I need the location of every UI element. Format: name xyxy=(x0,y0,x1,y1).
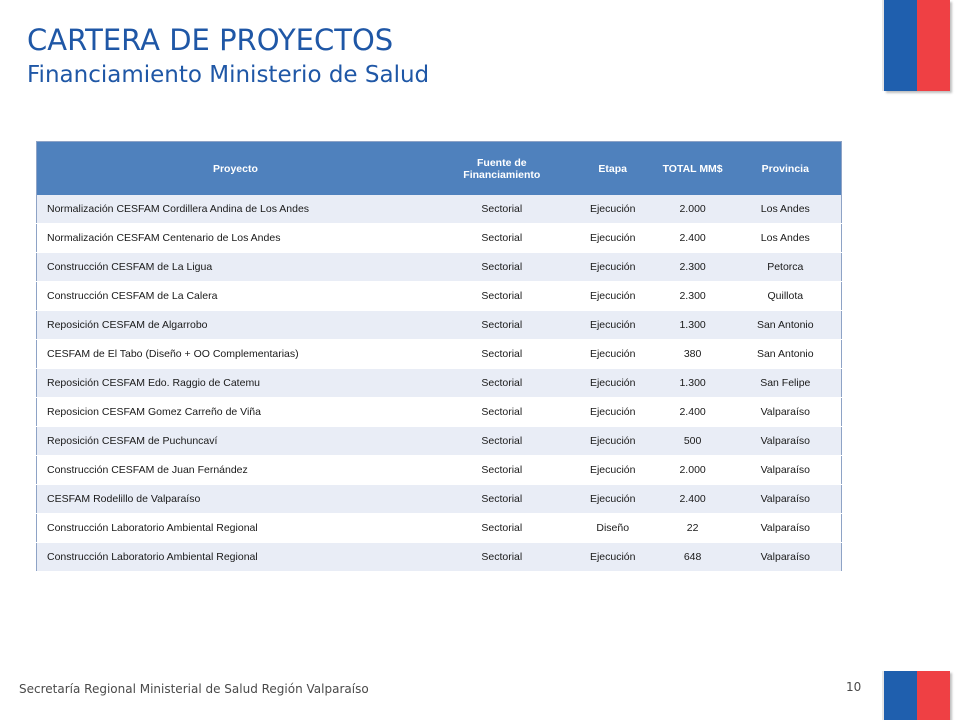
cell-proyecto: Construcción Laboratorio Ambiental Regional xyxy=(37,543,434,572)
table-row xyxy=(37,427,842,456)
cell-total: 2.000 xyxy=(656,195,730,224)
cell-total: 648 xyxy=(656,543,730,572)
table-row xyxy=(37,514,842,543)
cell-proyecto: Reposición CESFAM Edo. Raggio de Catemu xyxy=(37,369,434,398)
cell-provincia: San Antonio xyxy=(730,311,842,340)
cell-proyecto: Construcción CESFAM de Juan Fernández xyxy=(37,456,434,485)
column-header-provincia: Provincia xyxy=(730,142,842,196)
cell-total: 2.400 xyxy=(656,485,730,514)
cell-etapa: Ejecución xyxy=(570,369,656,398)
cell-provincia: Petorca xyxy=(730,253,842,282)
cell-fuente: Sectorial xyxy=(434,514,570,543)
table-row xyxy=(37,485,842,514)
cell-proyecto: CESFAM Rodelillo de Valparaíso xyxy=(37,485,434,514)
cell-fuente: Sectorial xyxy=(434,224,570,253)
cell-etapa: Ejecución xyxy=(570,456,656,485)
cell-etapa: Ejecución xyxy=(570,224,656,253)
cell-provincia: Los Andes xyxy=(730,195,842,224)
table-row xyxy=(37,253,842,282)
cell-fuente: Sectorial xyxy=(434,340,570,369)
cell-provincia: Valparaíso xyxy=(730,427,842,456)
table-row xyxy=(37,282,842,311)
cell-etapa: Ejecución xyxy=(570,398,656,427)
cell-proyecto: Reposición CESFAM de Algarrobo xyxy=(37,311,434,340)
cell-total: 2.400 xyxy=(656,398,730,427)
table-row xyxy=(37,340,842,369)
cell-provincia: Quillota xyxy=(730,282,842,311)
cell-etapa: Ejecución xyxy=(570,543,656,572)
cell-etapa: Ejecución xyxy=(570,253,656,282)
flag-blue-stripe xyxy=(884,0,917,91)
cell-total: 1.300 xyxy=(656,369,730,398)
table-body xyxy=(37,195,842,572)
cell-etapa: Ejecución xyxy=(570,195,656,224)
cell-total: 2.300 xyxy=(656,253,730,282)
cell-etapa: Ejecución xyxy=(570,311,656,340)
cell-provincia: San Antonio xyxy=(730,340,842,369)
column-header-etapa: Etapa xyxy=(570,142,656,196)
column-header-proyecto: Proyecto xyxy=(37,142,434,196)
cell-fuente: Sectorial xyxy=(434,398,570,427)
cell-provincia: Valparaíso xyxy=(730,543,842,572)
cell-proyecto: Normalización CESFAM Centenario de Los Andes xyxy=(37,224,434,253)
cell-etapa: Ejecución xyxy=(570,485,656,514)
cell-proyecto: Normalización CESFAM Cordillera Andina de Los Andes xyxy=(37,195,434,224)
table-row xyxy=(37,398,842,427)
cell-total: 2.400 xyxy=(656,224,730,253)
footer-text: Secretaría Regional Ministerial de Salud Región Valparaíso xyxy=(19,682,369,696)
cell-total: 380 xyxy=(656,340,730,369)
flag-logo-bottom xyxy=(884,671,950,720)
cell-proyecto: Construcción Laboratorio Ambiental Regional xyxy=(37,514,434,543)
page-number: 10 xyxy=(846,680,862,694)
cell-etapa: Diseño xyxy=(570,514,656,543)
table-row xyxy=(37,456,842,485)
cell-provincia: Valparaíso xyxy=(730,398,842,427)
table-row xyxy=(37,311,842,340)
cell-provincia: Valparaíso xyxy=(730,514,842,543)
cell-fuente: Sectorial xyxy=(434,195,570,224)
cell-provincia: Los Andes xyxy=(730,224,842,253)
cell-total: 500 xyxy=(656,427,730,456)
cell-proyecto: Construcción CESFAM de La Calera xyxy=(37,282,434,311)
cell-proyecto: Reposición CESFAM de Puchuncaví xyxy=(37,427,434,456)
cell-proyecto: Construcción CESFAM de La Ligua xyxy=(37,253,434,282)
cell-total: 2.300 xyxy=(656,282,730,311)
flag-red-stripe xyxy=(917,671,950,720)
cell-proyecto: Reposicion CESFAM Gomez Carreño de Viña xyxy=(37,398,434,427)
cell-provincia: San Felipe xyxy=(730,369,842,398)
table-row xyxy=(37,543,842,572)
table-row xyxy=(37,369,842,398)
cell-fuente: Sectorial xyxy=(434,456,570,485)
cell-fuente: Sectorial xyxy=(434,311,570,340)
cell-total: 22 xyxy=(656,514,730,543)
cell-proyecto: CESFAM de El Tabo (Diseño + OO Complementarias) xyxy=(37,340,434,369)
cell-total: 2.000 xyxy=(656,456,730,485)
cell-total: 1.300 xyxy=(656,311,730,340)
page-subtitle: Financiamiento Ministerio de Salud xyxy=(27,62,430,88)
page-title: CARTERA DE PROYECTOS xyxy=(27,23,394,57)
column-header-total: TOTAL MM$ xyxy=(656,142,730,196)
column-header-fuente: Fuente de Financiamiento xyxy=(434,142,570,196)
flag-logo-top xyxy=(884,0,950,91)
projects-table xyxy=(36,141,842,572)
table-row xyxy=(37,224,842,253)
cell-fuente: Sectorial xyxy=(434,427,570,456)
cell-fuente: Sectorial xyxy=(434,282,570,311)
cell-etapa: Ejecución xyxy=(570,282,656,311)
flag-blue-stripe xyxy=(884,671,917,720)
cell-fuente: Sectorial xyxy=(434,253,570,282)
cell-fuente: Sectorial xyxy=(434,543,570,572)
cell-fuente: Sectorial xyxy=(434,369,570,398)
cell-provincia: Valparaíso xyxy=(730,485,842,514)
table-row xyxy=(37,195,842,224)
cell-etapa: Ejecución xyxy=(570,340,656,369)
cell-etapa: Ejecución xyxy=(570,427,656,456)
flag-red-stripe xyxy=(917,0,950,91)
cell-provincia: Valparaíso xyxy=(730,456,842,485)
table-header-row xyxy=(37,142,842,196)
cell-fuente: Sectorial xyxy=(434,485,570,514)
